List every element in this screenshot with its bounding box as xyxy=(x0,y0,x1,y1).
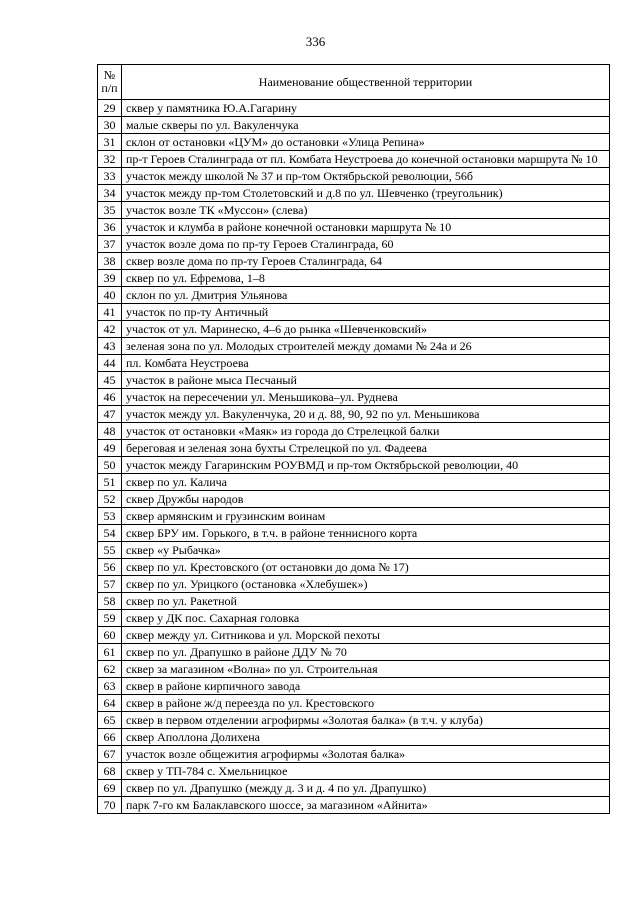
table-row xyxy=(98,763,610,780)
table-row xyxy=(98,185,610,202)
territory-name: участок на пересечении ул. Меньшикова–ул. Руднева xyxy=(122,389,610,406)
row-number: 35 xyxy=(98,202,122,219)
table-row xyxy=(98,321,610,338)
row-number: 70 xyxy=(98,797,122,814)
header-number-abbr: п/п xyxy=(101,81,118,95)
territory-name: сквер в первом отделении агрофирмы «Золотая балка» (в т.ч. у клуба) xyxy=(122,712,610,729)
row-number: 57 xyxy=(98,576,122,593)
row-number: 63 xyxy=(98,678,122,695)
territory-name: зеленая зона по ул. Молодых строителей между домами № 24а и 26 xyxy=(122,338,610,355)
territory-name: участок возле дома по пр-ту Героев Сталинграда, 60 xyxy=(122,236,610,253)
territory-name: сквер возле дома по пр-ту Героев Сталинграда, 64 xyxy=(122,253,610,270)
table-row xyxy=(98,508,610,525)
table-row xyxy=(98,695,610,712)
row-number: 60 xyxy=(98,627,122,644)
territory-name: сквер в районе ж/д переезда по ул. Крестовского xyxy=(122,695,610,712)
table-row xyxy=(98,576,610,593)
territory-name: сквер по ул. Драпушко (между д. 3 и д. 4 по ул. Драпушко) xyxy=(122,780,610,797)
table-row xyxy=(98,117,610,134)
table-row xyxy=(98,134,610,151)
table-row xyxy=(98,440,610,457)
table-row xyxy=(98,100,610,117)
table-row xyxy=(98,678,610,695)
table-row xyxy=(98,627,610,644)
row-number: 41 xyxy=(98,304,122,321)
territory-name: склон от остановки «ЦУМ» до остановки «Улица Репина» xyxy=(122,134,610,151)
territory-name: сквер за магазином «Волна» по ул. Строительная xyxy=(122,661,610,678)
row-number: 32 xyxy=(98,151,122,168)
territory-name: сквер по ул. Урицкого (остановка «Хлебушек») xyxy=(122,576,610,593)
row-number: 46 xyxy=(98,389,122,406)
row-number: 58 xyxy=(98,593,122,610)
row-number: 64 xyxy=(98,695,122,712)
table-row xyxy=(98,372,610,389)
page-number: 336 xyxy=(305,34,326,49)
row-number: 53 xyxy=(98,508,122,525)
row-number: 50 xyxy=(98,457,122,474)
territory-name: участок возле ТК «Муссон» (слева) xyxy=(122,202,610,219)
row-number: 69 xyxy=(98,780,122,797)
table-row xyxy=(98,287,610,304)
territory-name: участок между ул. Вакуленчука, 20 и д. 88, 90, 92 по ул. Меньшикова xyxy=(122,406,610,423)
row-number: 40 xyxy=(98,287,122,304)
table-body xyxy=(98,100,610,814)
table-row xyxy=(98,270,610,287)
table-row xyxy=(98,797,610,814)
table-row xyxy=(98,559,610,576)
territory-name: сквер в районе кирпичного завода xyxy=(122,678,610,695)
table-row xyxy=(98,746,610,763)
territory-name: сквер по ул. Ракетной xyxy=(122,593,610,610)
row-number: 47 xyxy=(98,406,122,423)
row-number: 29 xyxy=(98,100,122,117)
header-number xyxy=(98,65,122,100)
territory-name: сквер Дружбы народов xyxy=(122,491,610,508)
row-number: 49 xyxy=(98,440,122,457)
table-row xyxy=(98,304,610,321)
territory-name: малые скверы по ул. Вакуленчука xyxy=(122,117,610,134)
table-row xyxy=(98,593,610,610)
row-number: 30 xyxy=(98,117,122,134)
table-row xyxy=(98,525,610,542)
row-number: 48 xyxy=(98,423,122,440)
table-row xyxy=(98,423,610,440)
table-row xyxy=(98,661,610,678)
territory-name: сквер у ДК пос. Сахарная головка xyxy=(122,610,610,627)
table-row xyxy=(98,542,610,559)
table-row xyxy=(98,236,610,253)
territory-name: участок возле общежития агрофирмы «Золотая балка» xyxy=(122,746,610,763)
territory-name: участок между пр-том Столетовский и д.8 по ул. Шевченко (треугольник) xyxy=(122,185,610,202)
row-number: 55 xyxy=(98,542,122,559)
row-number: 31 xyxy=(98,134,122,151)
territory-name: сквер по ул. Ефремова, 1–8 xyxy=(122,270,610,287)
territory-name: сквер между ул. Ситникова и ул. Морской пехоты xyxy=(122,627,610,644)
table-row xyxy=(98,253,610,270)
territory-name: сквер армянским и грузинским воинам xyxy=(122,508,610,525)
territory-name: сквер у ТП-784 с. Хмельницкое xyxy=(122,763,610,780)
row-number: 33 xyxy=(98,168,122,185)
row-number: 62 xyxy=(98,661,122,678)
row-number: 42 xyxy=(98,321,122,338)
row-number: 56 xyxy=(98,559,122,576)
row-number: 43 xyxy=(98,338,122,355)
table-row xyxy=(98,457,610,474)
table-row xyxy=(98,610,610,627)
table-row xyxy=(98,338,610,355)
row-number: 34 xyxy=(98,185,122,202)
table-row xyxy=(98,151,610,168)
table-row xyxy=(98,644,610,661)
territory-name: сквер по ул. Калича xyxy=(122,474,610,491)
table-row xyxy=(98,491,610,508)
table-row xyxy=(98,780,610,797)
table-row xyxy=(98,202,610,219)
row-number: 54 xyxy=(98,525,122,542)
territory-name: сквер у памятника Ю.А.Гагарину xyxy=(122,100,610,117)
territory-table xyxy=(97,64,610,814)
row-number: 45 xyxy=(98,372,122,389)
table-row xyxy=(98,729,610,746)
territory-name: сквер по ул. Драпушко в районе ДДУ № 70 xyxy=(122,644,610,661)
row-number: 36 xyxy=(98,219,122,236)
territory-name: участок от остановки «Маяк» из города до Стрелецкой балки xyxy=(122,423,610,440)
table-row xyxy=(98,474,610,491)
table-row xyxy=(98,219,610,236)
territory-name: сквер Аполлона Долихена xyxy=(122,729,610,746)
territory-name: сквер по ул. Крестовского (от остановки до дома № 17) xyxy=(122,559,610,576)
row-number: 61 xyxy=(98,644,122,661)
table-row xyxy=(98,355,610,372)
header-territory-name: Наименование общественной территории xyxy=(122,65,610,100)
table-row xyxy=(98,712,610,729)
territory-name: сквер «у Рыбачка» xyxy=(122,542,610,559)
row-number: 59 xyxy=(98,610,122,627)
territory-name: береговая и зеленая зона бухты Стрелецкой по ул. Фадеева xyxy=(122,440,610,457)
territory-name: сквер БРУ им. Горького, в т.ч. в районе теннисного корта xyxy=(122,525,610,542)
row-number: 51 xyxy=(98,474,122,491)
row-number: 52 xyxy=(98,491,122,508)
row-number: 38 xyxy=(98,253,122,270)
territory-name: участок от ул. Маринеско, 4–6 до рынка «Шевченковский» xyxy=(122,321,610,338)
row-number: 39 xyxy=(98,270,122,287)
territory-name: парк 7-го км Балаклавского шоссе, за магазином «Айнита» xyxy=(122,797,610,814)
territory-name: участок в районе мыса Песчаный xyxy=(122,372,610,389)
table-row xyxy=(98,406,610,423)
table-header-row xyxy=(98,65,610,100)
row-number: 66 xyxy=(98,729,122,746)
territory-name: участок по пр-ту Античный xyxy=(122,304,610,321)
territory-name: склон по ул. Дмитрия Ульянова xyxy=(122,287,610,304)
header-number-sign: № xyxy=(103,68,116,82)
territory-name: участок между Гагаринским РОУВМД и пр-том Октябрьской революции, 40 xyxy=(122,457,610,474)
table-row xyxy=(98,389,610,406)
row-number: 65 xyxy=(98,712,122,729)
territory-name: пр-т Героев Сталинграда от пл. Комбата Неустроева до конечной остановки маршрута № 10 xyxy=(122,151,610,168)
territory-name: участок и клумба в районе конечной остановки маршрута № 10 xyxy=(122,219,610,236)
row-number: 67 xyxy=(98,746,122,763)
territory-name: участок между школой № 37 и пр-том Октябрьской революции, 56б xyxy=(122,168,610,185)
row-number: 44 xyxy=(98,355,122,372)
row-number: 37 xyxy=(98,236,122,253)
row-number: 68 xyxy=(98,763,122,780)
table-row xyxy=(98,168,610,185)
territory-name: пл. Комбата Неустроева xyxy=(122,355,610,372)
